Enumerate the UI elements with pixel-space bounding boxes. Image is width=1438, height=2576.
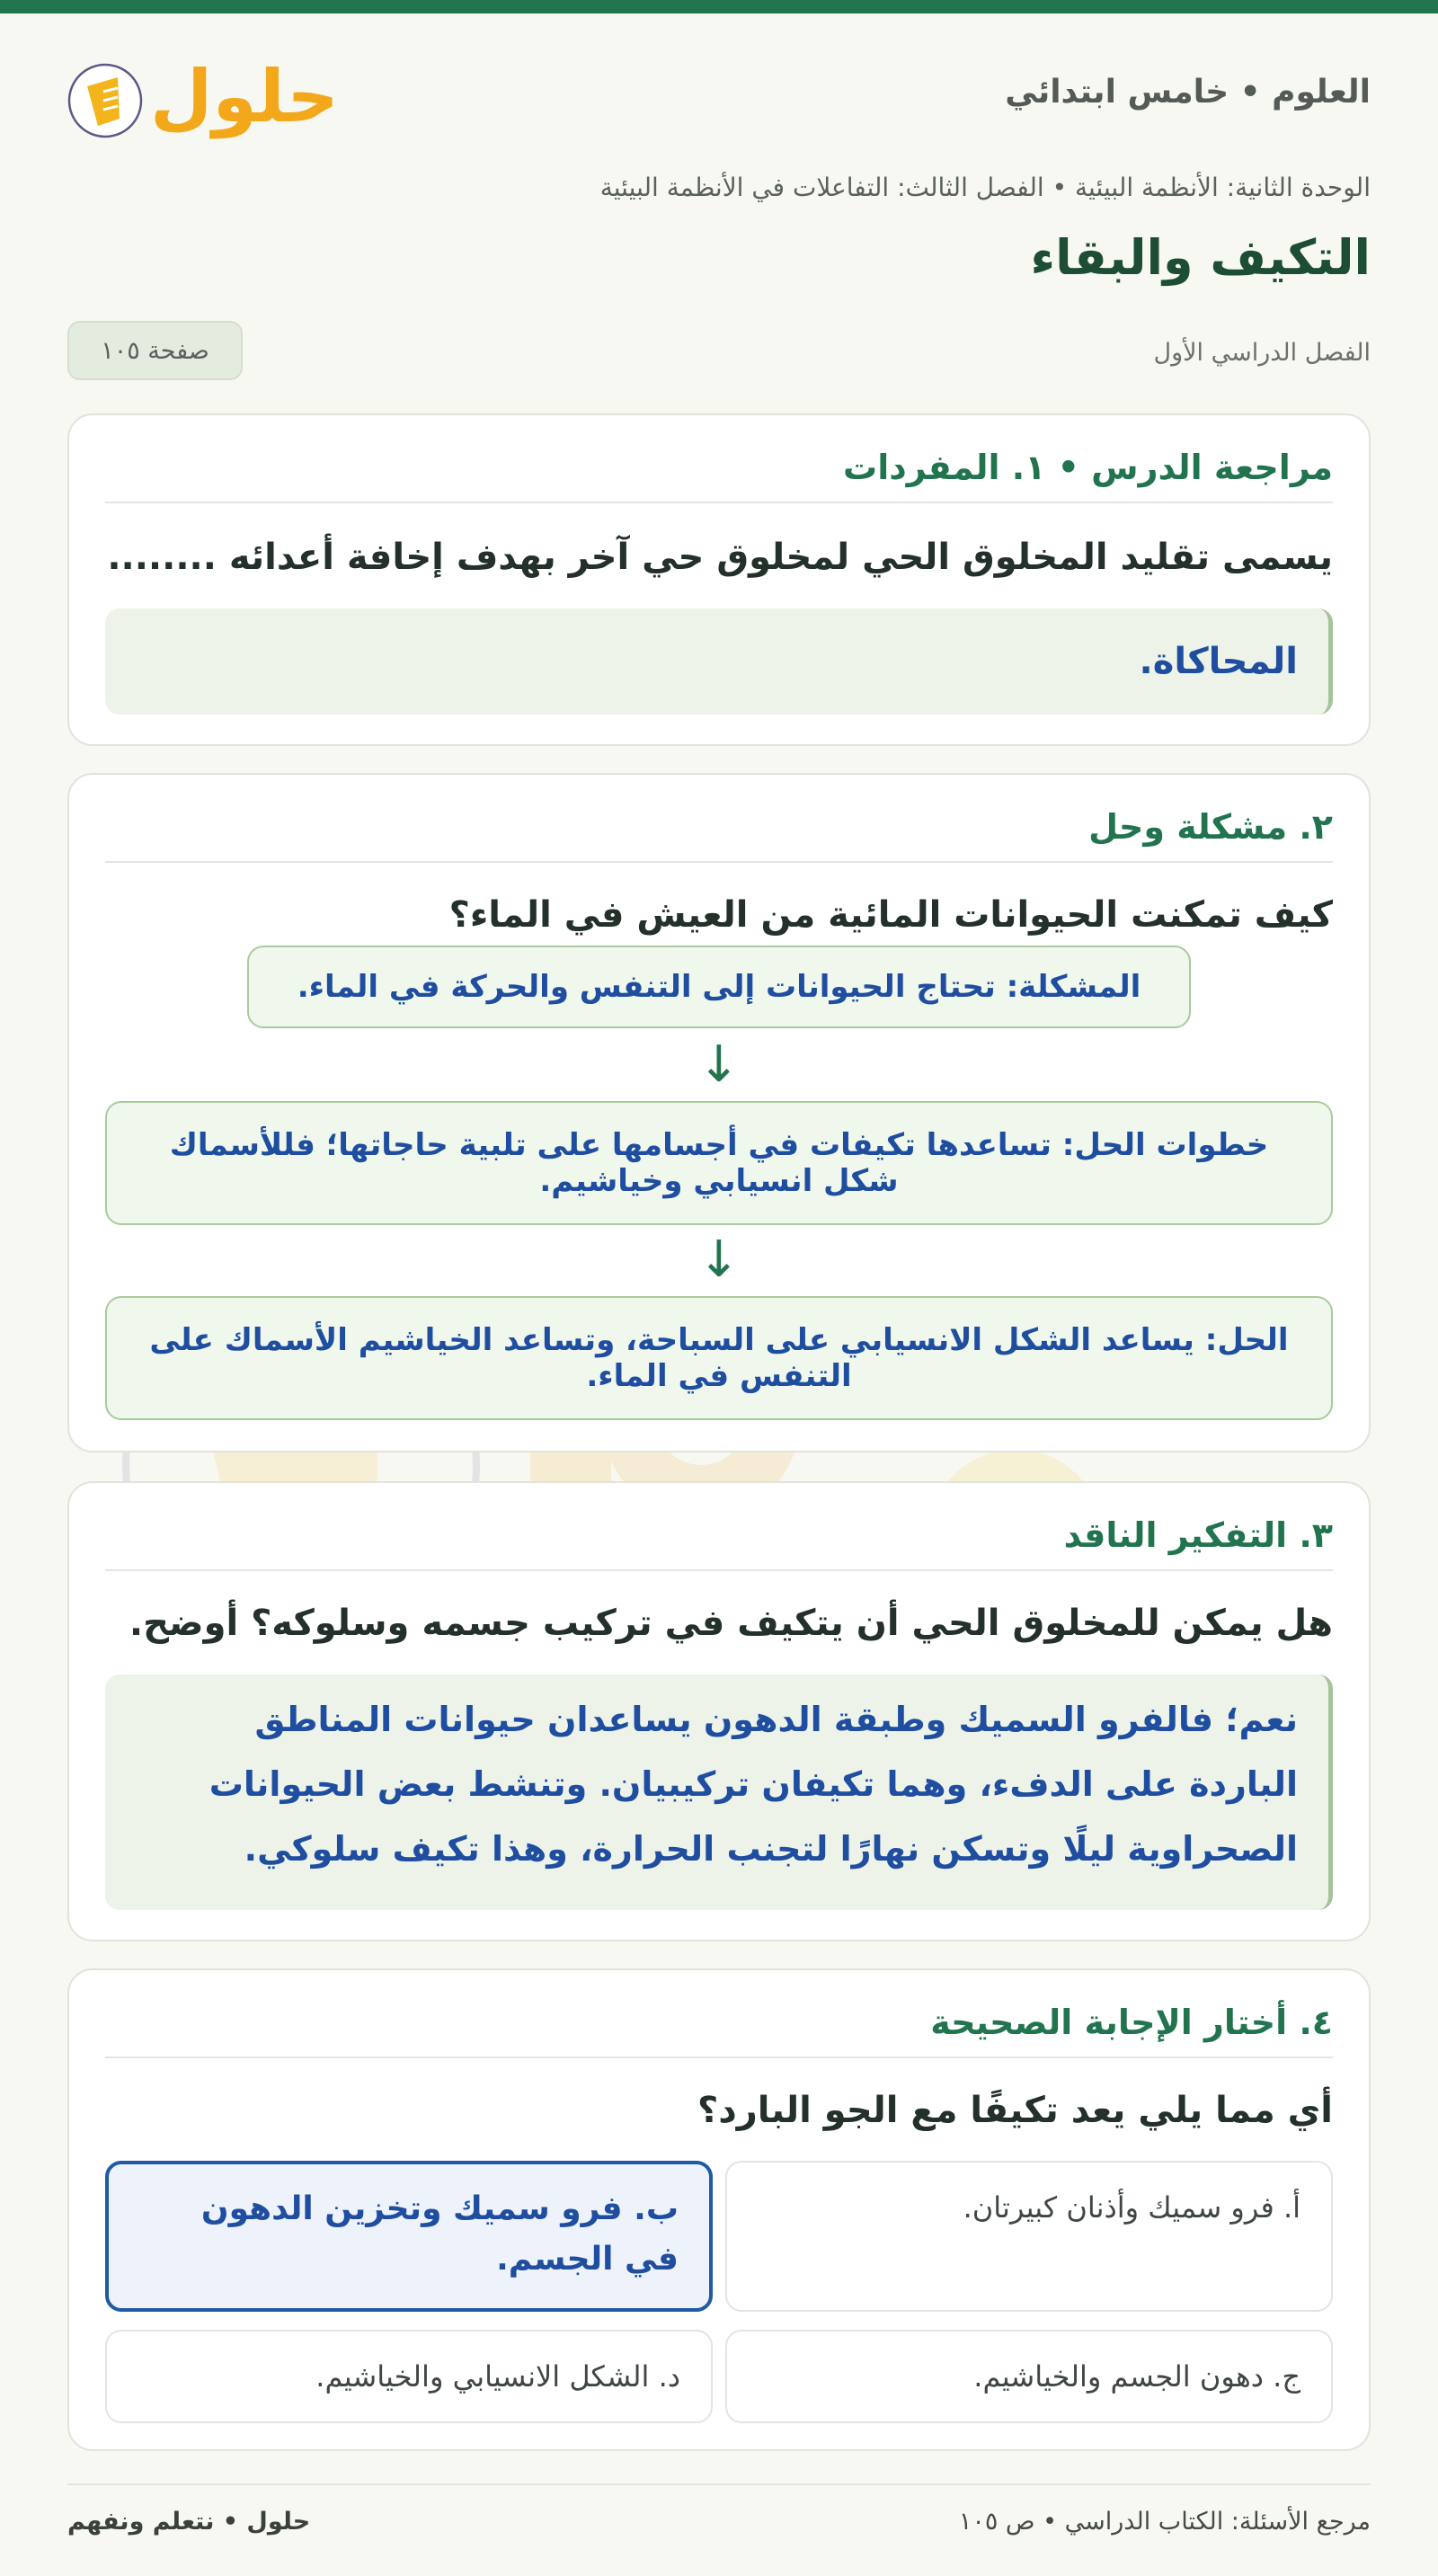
question-text: أي مما يلي يعد تكيفًا مع الجو البارد؟: [697, 2090, 1333, 2131]
question-text: كيف تمكنت الحيوانات المائية من العيش في الماء؟: [448, 894, 1333, 936]
section-title: ٣. التفكير الناقد: [105, 1508, 1333, 1571]
question-text: هل يمكن للمخلوق الحي أن يتكيف في تركيب جسمه وسلوكه؟ أوضح.: [129, 1603, 1333, 1644]
option-c[interactable]: [725, 2330, 1333, 2423]
problem-box: [247, 946, 1191, 1028]
subject-label: العلوم • خامس ابتدائي: [1005, 74, 1371, 111]
footer-brand: حلول • نتعلم ونفهم: [67, 2508, 311, 2536]
question-text: يسمى تقليد المخلوق الحي لمخلوق حي آخر بهدف إخافة أعدائه ........: [107, 537, 1333, 578]
solution-box: [105, 1296, 1333, 1420]
problem-solution-card: [67, 773, 1371, 1452]
critical-thinking-card: [67, 1481, 1371, 1941]
option-b[interactable]: [105, 2161, 713, 2312]
option-label: أ. فرو سميك وأذنان كبيرتان.: [963, 2190, 1300, 2225]
solution-steps-text: خطوات الحل: تساعدها تكيفات في أجسامها على تلبية حاجاتها؛ فللأسماك شكل انسيابي وخياشيم.: [169, 1127, 1269, 1199]
option-label: ب. فرو سميك وتخزين الدهون في الجسم.: [200, 2190, 679, 2278]
vocabulary-card: [67, 413, 1371, 746]
footer-reference: مرجع الأسئلة: الكتاب الدراسي • ص ١٠٥: [958, 2508, 1371, 2536]
solution-text: الحل: يساعد الشكل الانسيابي على السباحة، وتساعد الخياشيم الأسماك على التنفس في الماء.: [149, 1322, 1289, 1394]
option-d[interactable]: [105, 2330, 713, 2423]
section-title: مراجعة الدرس • ١. المفردات: [105, 440, 1333, 503]
section-title: ٢. مشكلة وحل: [105, 800, 1333, 863]
section-title: ٤. أختار الإجابة الصحيحة: [105, 1995, 1333, 2058]
page-title: التكيف والبقاء: [1030, 229, 1371, 286]
breadcrumb[interactable]: الوحدة الثانية: الأنظمة البيئية • الفصل الثالث: التفاعلات في الأنظمة البيئية: [599, 173, 1371, 202]
page-number-badge: صفحة ١٠٥: [67, 321, 243, 380]
top-accent-bar: [0, 0, 1438, 13]
answer-text: نعم؛ فالفرو السميك وطبقة الدهون يساعدان حيوانات المناطق الباردة على الدفء، وهما تكيفان تركيبيان. وتنشط بعض الحيوانات الصحراوية ليلًا وتسكن نهارًا لتجنب الحرارة، وهذا تكيف سلوكي.: [209, 1700, 1298, 1869]
answer-box: [105, 608, 1333, 715]
multiple-choice-card: [67, 1968, 1371, 2451]
option-a[interactable]: [725, 2161, 1333, 2312]
arrow-down-icon: ↓: [697, 1230, 741, 1289]
page-header: [67, 45, 1371, 153]
solution-steps-box: [105, 1101, 1333, 1225]
answer-box: [105, 1674, 1333, 1910]
footer-divider: [67, 2483, 1371, 2485]
option-label: ج. دهون الجسم والخياشيم.: [973, 2359, 1300, 2394]
semester-label: الفصل الدراسي الأول: [1153, 339, 1371, 367]
answer-text: المحاكاة.: [1139, 641, 1298, 682]
arrow-down-icon: ↓: [697, 1035, 741, 1094]
hulul-logo-text: حلول: [150, 55, 339, 138]
option-label: د. الشكل الانسيابي والخياشيم.: [315, 2359, 680, 2394]
hulul-logo[interactable]: [67, 45, 339, 153]
problem-text: المشكلة: تحتاج الحيوانات إلى التنفس والحركة في الماء.: [297, 969, 1141, 1005]
